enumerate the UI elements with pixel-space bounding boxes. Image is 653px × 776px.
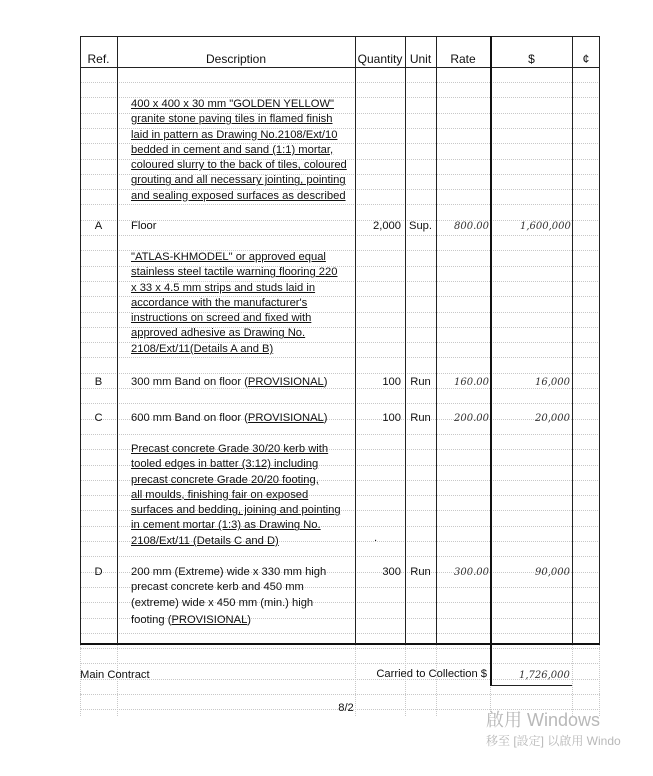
col-line-unit: [436, 36, 437, 644]
windows-activation-watermark-subtitle: 移至 [設定] 以啟用 Windo: [486, 734, 621, 748]
page-number: 8/2: [338, 702, 354, 714]
grid-row-line: [80, 663, 600, 664]
description-line: Precast concrete Grade 30/20 kerb with: [131, 443, 329, 455]
description-line: coloured slurry to the back of tiles, coloured: [131, 159, 347, 172]
description-line: approved adhesive as Drawing No.: [131, 327, 306, 340]
description-line: grouting and all necessary jointing, pointing: [131, 174, 346, 187]
item-c-rate: 200.00: [454, 413, 489, 424]
item-c-description: [131, 412, 328, 424]
item-a-quantity: 2,000: [373, 220, 401, 232]
grid-row-line: [80, 357, 600, 358]
item-a-rate: 800.00: [454, 221, 489, 232]
description-line: "ATLAS-KHMODEL" or approved equal: [131, 251, 326, 263]
col-line-qty: [405, 36, 406, 644]
item-b-provisional: PROVISIONAL: [247, 376, 324, 388]
header-dollars: $: [528, 52, 535, 66]
description-line: precast concrete kerb and 450 mm: [131, 581, 304, 594]
description-line: 400 x 400 x 30 mm "GOLDEN YELLOW": [131, 98, 334, 110]
description-line: accordance with the manufacturer's: [131, 296, 308, 309]
windows-activation-watermark-title: 啟用 Windows: [486, 710, 601, 730]
item-c-desc-prefix: 600 mm Band on floor (: [131, 412, 248, 424]
item-d-amount: 90,000: [535, 567, 570, 578]
col-line-desc: [355, 36, 356, 644]
carried-total: 1,726,000: [519, 670, 570, 681]
header-description: Description: [205, 52, 267, 66]
item-d-quantity: 300: [382, 566, 401, 578]
description-line: granite stone paving tiles in flamed finish: [131, 113, 333, 126]
grid-row-line: [80, 434, 600, 435]
description-tactile-flooring: [131, 250, 353, 357]
description-line: all moulds, finishing fair on exposed: [131, 488, 309, 501]
item-b-rate: 160.00: [454, 377, 489, 388]
description-line: x 33 x 4.5 mm strips and studs laid in: [131, 281, 316, 294]
item-c-quantity: 100: [382, 412, 401, 424]
description-line: [131, 613, 353, 628]
item-b-desc-suffix: ): [323, 376, 328, 388]
item-c-amount: 20,000: [535, 413, 570, 424]
main-contract-label: Main Contract: [80, 669, 150, 681]
description-stone-paving: [131, 97, 353, 204]
item-a-description: Floor: [131, 220, 157, 232]
description-line: stainless steel tactile warning flooring 220: [131, 266, 338, 279]
carried-to-collection-label: Carried to Collection $: [376, 668, 487, 680]
description-line: 2108/Ext/11(Details A and B): [131, 342, 274, 355]
grid-col-line: [436, 644, 437, 716]
item-b-unit: Run: [410, 376, 431, 388]
col-line-amount: [572, 36, 573, 644]
stray-mark: .: [374, 532, 378, 544]
grid-row-line: [80, 388, 600, 389]
item-a-ref: A: [94, 220, 103, 232]
description-line: and sealing exposed surfaces as described: [131, 189, 346, 202]
item-a-unit: Sup.: [408, 220, 432, 232]
header-bottom-border: [80, 67, 600, 68]
description-line: surfaces and bedding, joining and pointing: [131, 504, 341, 517]
item-d-desc-prefix: footing (: [131, 613, 172, 626]
item-b-ref: B: [94, 376, 103, 388]
description-precast-kerb: [131, 442, 353, 549]
grid-row-line: [80, 403, 600, 404]
item-d-unit: Run: [410, 566, 431, 578]
total-underline: [491, 685, 572, 686]
grid-row-line: [80, 82, 600, 83]
header-cents: ¢: [582, 52, 590, 66]
description-line: (extreme) wide x 450 mm (min.) high: [131, 596, 314, 609]
grid-row-line: [80, 204, 600, 205]
grid-row-line: [80, 373, 600, 374]
item-d-desc-suffix: ): [247, 613, 252, 626]
item-c-ref: C: [94, 412, 103, 424]
description-line: bedded in cement and sand (1:1) mortar,: [131, 143, 334, 156]
description-line: in cement mortar (1:3) as Drawing No.: [131, 519, 321, 532]
description-line: instructions on screed and fixed with: [131, 312, 312, 325]
description-line: precast concrete Grade 20/20 footing,: [131, 473, 319, 486]
header-ref: Ref.: [87, 52, 110, 66]
grid-row-line: [80, 694, 600, 695]
grid-col-line: [405, 644, 406, 716]
description-line: laid in pattern as Drawing No.2108/Ext/10: [131, 128, 338, 141]
grid-row-line: [80, 556, 600, 557]
item-b-quantity: 100: [382, 376, 401, 388]
header-unit: Unit: [409, 52, 432, 66]
col-line-left: [80, 36, 81, 644]
item-b-amount: 16,000: [535, 377, 570, 388]
item-c-unit: Run: [410, 412, 431, 424]
description-line: 200 mm (Extreme) wide x 330 mm high: [131, 566, 327, 578]
description-line: tooled edges in batter (3:12) including: [131, 458, 319, 471]
col-line-ref: [117, 36, 118, 644]
description-line: 2108/Ext/11 (Details C and D): [131, 534, 279, 547]
item-d-rate: 300.00: [454, 567, 489, 578]
table-top-border: [80, 36, 600, 37]
header-quantity: Quantity: [357, 52, 403, 66]
grid-row-line: [80, 235, 600, 236]
grid-row-line: [80, 633, 600, 634]
item-b-description: [131, 376, 328, 388]
item-d-description: [131, 565, 353, 628]
item-d-ref: D: [94, 566, 103, 578]
col-line-right: [599, 36, 600, 644]
item-a-amount: 1,600,000: [520, 221, 571, 232]
item-b-desc-prefix: 300 mm Band on floor (: [131, 376, 248, 388]
col-line-rate: [490, 36, 492, 686]
item-c-provisional: PROVISIONAL: [247, 412, 324, 424]
item-c-desc-suffix: ): [323, 412, 328, 424]
item-d-provisional: PROVISIONAL: [171, 613, 248, 626]
grid-row-line: [80, 648, 600, 649]
header-rate: Rate: [450, 52, 476, 66]
table-bottom-border: [80, 643, 600, 645]
